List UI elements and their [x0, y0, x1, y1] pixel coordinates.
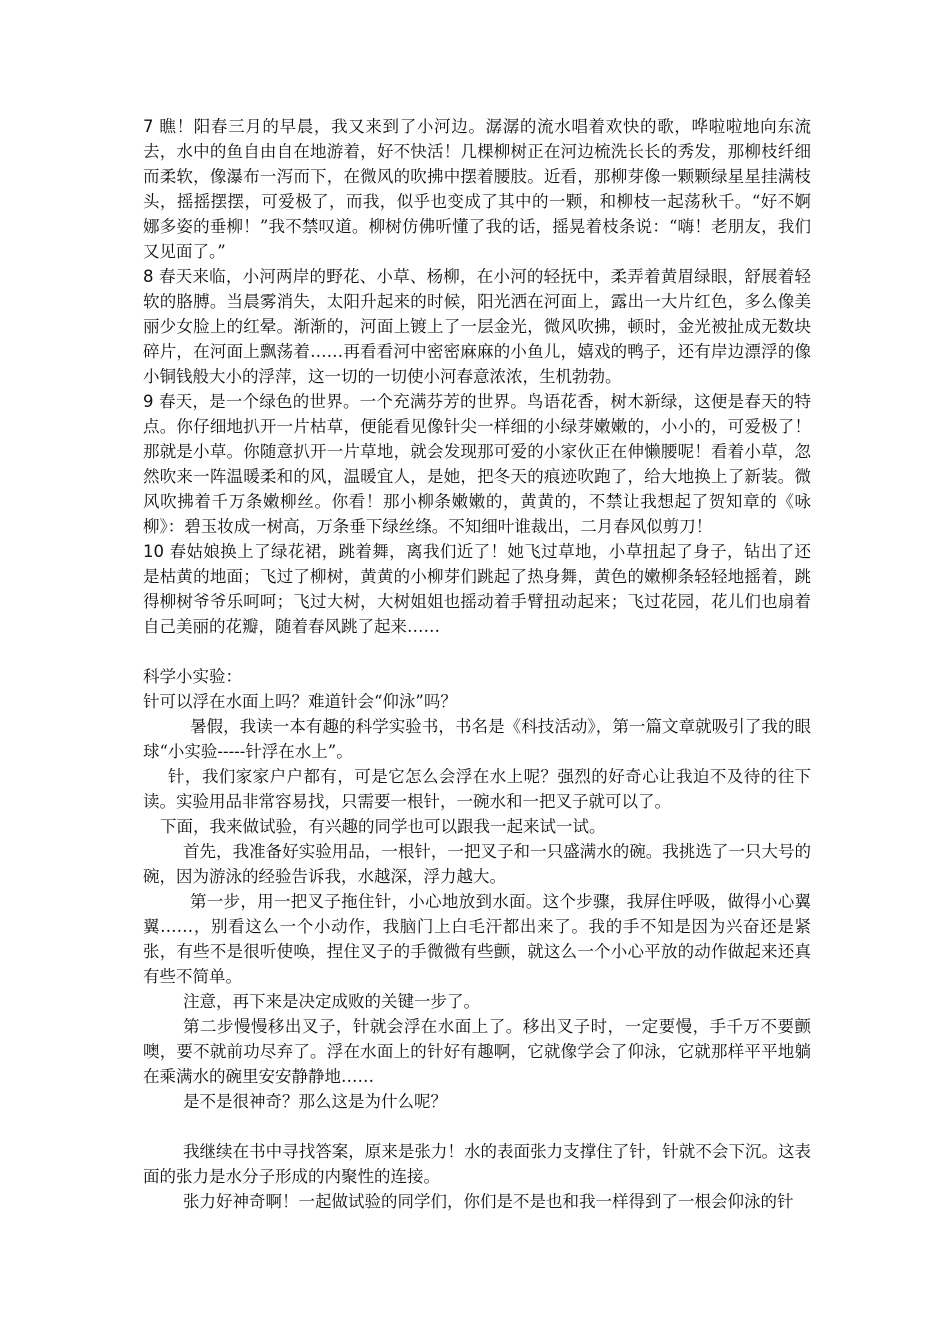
paragraph-text: 春天来临，小河两岸的野花、小草、杨柳，在小河的轻抚中，柔弄着黄眉绿眼，舒展着轻软的胳膊。当晨雾消失，太阳升起来的时候，阳光洒在河面上，露出一大片红色，多么像美丽少女脸上的红晕。渐渐的，河面上镀上了一层金光，微风吹拂，顿时，金光被扯成无数块碎片，在河面上飘荡着……再看看河中密密麻麻的小鱼儿，嬉戏的鸭子，还有岸边漂浮的像小铜钱般大小的浮萍，这一切的一切使小河春意浓浓，生机勃勃。 [143, 267, 812, 386]
paragraph-number: 10 [143, 542, 164, 561]
section-heading: 科学小实验： [143, 667, 242, 686]
spacer [143, 639, 811, 664]
paragraph-text: 瞧！阳春三月的早晨，我又来到了小河边。潺潺的流水唱着欢快的歌，哗啦啦地向东流去，水中的鱼自由自在地游着，好不快活！几棵柳树正在河边梳洗长长的秀发，那柳枝纤细而柔软，像瀑布一泻而下，在微风的吹拂中摆着腰肢。近看，那柳芽像一颗颗绿星星挂满枝头，摇摇摆摆，可爱极了，而我，似乎也变成了其中的一颗，和柳枝一起荡秋千。“好不婀娜多姿的垂柳！”我不禁叹道。柳树仿佛听懂了我的话，摇晃着枝条说：“嗨！老朋友，我们又见面了。” [143, 117, 812, 261]
paragraph-number: 7 [143, 117, 154, 136]
experiment-paragraph: 第二步慢慢移出叉子，针就会浮在水面上了。移出叉子时，一定要慢，手千万不要颤噢，要不就前功尽弃了。浮在水面上的针好有趣啊，它就像学会了仰泳，它就那样平平地躺在乘满水的碗里安安静静地…… [143, 1017, 811, 1086]
experiment-paragraph: 是不是很神奇？那么这是为什么呢？ [183, 1092, 447, 1111]
experiment-paragraph: 我继续在书中寻找答案，原来是张力！水的表面张力支撑住了针，针就不会下沉。这表面的张力是水分子形成的内聚性的连接。 [143, 1142, 811, 1186]
spacer [143, 1114, 811, 1139]
paragraph-7 [143, 114, 811, 264]
paragraph-text: 春姑娘换上了绿花裙，跳着舞，离我们近了！她飞过草地，小草扭起了身子，钻出了还是枯黄的地面；飞过了柳树，黄黄的小柳芽们跳起了热身舞，黄色的嫩柳条轻轻地摇着，跳得柳树爷爷乐呵呵；飞过大树，大树姐姐也摇动着手臂扭动起来；飞过花园，花儿们也扇着自己美丽的花瓣，随着春风跳了起来…… [143, 542, 812, 636]
experiment-paragraph: 首先，我准备好实验用品，一根针，一把叉子和一只盛满水的碗。我挑选了一只大号的碗，因为游泳的经验告诉我，水越深，浮力越大。 [143, 842, 811, 886]
experiment-paragraph: 暑假，我读一本有趣的科学实验书，书名是《科技活动》，第一篇文章就吸引了我的眼球“小实验-----针浮在水上”。 [143, 717, 811, 761]
experiment-paragraph: 注意，再下来是决定成败的关键一步了。 [183, 992, 480, 1011]
paragraph-8 [143, 264, 811, 389]
paragraph-text: 春天，是一个绿色的世界。一个充满芬芳的世界。鸟语花香，树木新绿，这便是春天的特点。你仔细地扒开一片枯草，便能看见像针尖一样细的小绿芽嫩嫩的，小小的，可爱极了！那就是小草。你随意扒开一片草地，就会发现那可爱的小家伙正在伸懒腰呢！看着小草，忽然吹来一阵温暖柔和的风，温暖宜人，是她，把冬天的痕迹吹跑了，给大地换上了新装。微风吹拂着千万条嫩柳丝。你看！那小柳条嫩嫩的，黄黄的，不禁让我想起了贺知章的《咏柳》：碧玉妆成一树高，万条垂下绿丝绦。不知细叶谁裁出，二月春风似剪刀！ [143, 392, 812, 536]
experiment-paragraph: 张力好神奇啊！一起做试验的同学们，你们是不是也和我一样得到了一根会仰泳的针 [183, 1192, 794, 1211]
paragraph-number: 8 [143, 267, 154, 286]
experiment-paragraph: 针，我们家家户户都有，可是它怎么会浮在水上呢？强烈的好奇心让我迫不及待的往下读。实验用品非常容易找，只需要一根针，一碗水和一把叉子就可以了。 [143, 767, 811, 811]
paragraph-9 [143, 389, 811, 539]
experiment-paragraph: 下面，我来做试验，有兴趣的同学也可以跟我一起来试一试。 [160, 817, 606, 836]
paragraph-10 [143, 539, 811, 639]
experiment-paragraph: 第一步，用一把叉子拖住针，小心地放到水面。这个步骤，我屏住呼吸，做得小心翼翼……，别看这么一个小动作，我脑门上白毛汗都出来了。我的手不知是因为兴奋还是紧张，有些不是很听使唤，捏住叉子的手微微有些颤，就这么一个小心平放的动作做起来还真有些不简单。 [143, 892, 811, 986]
experiment-title: 针可以浮在水面上吗？难道针会“仰泳”吗？ [143, 692, 457, 711]
paragraph-number: 9 [143, 392, 154, 411]
document-body [143, 114, 811, 1214]
